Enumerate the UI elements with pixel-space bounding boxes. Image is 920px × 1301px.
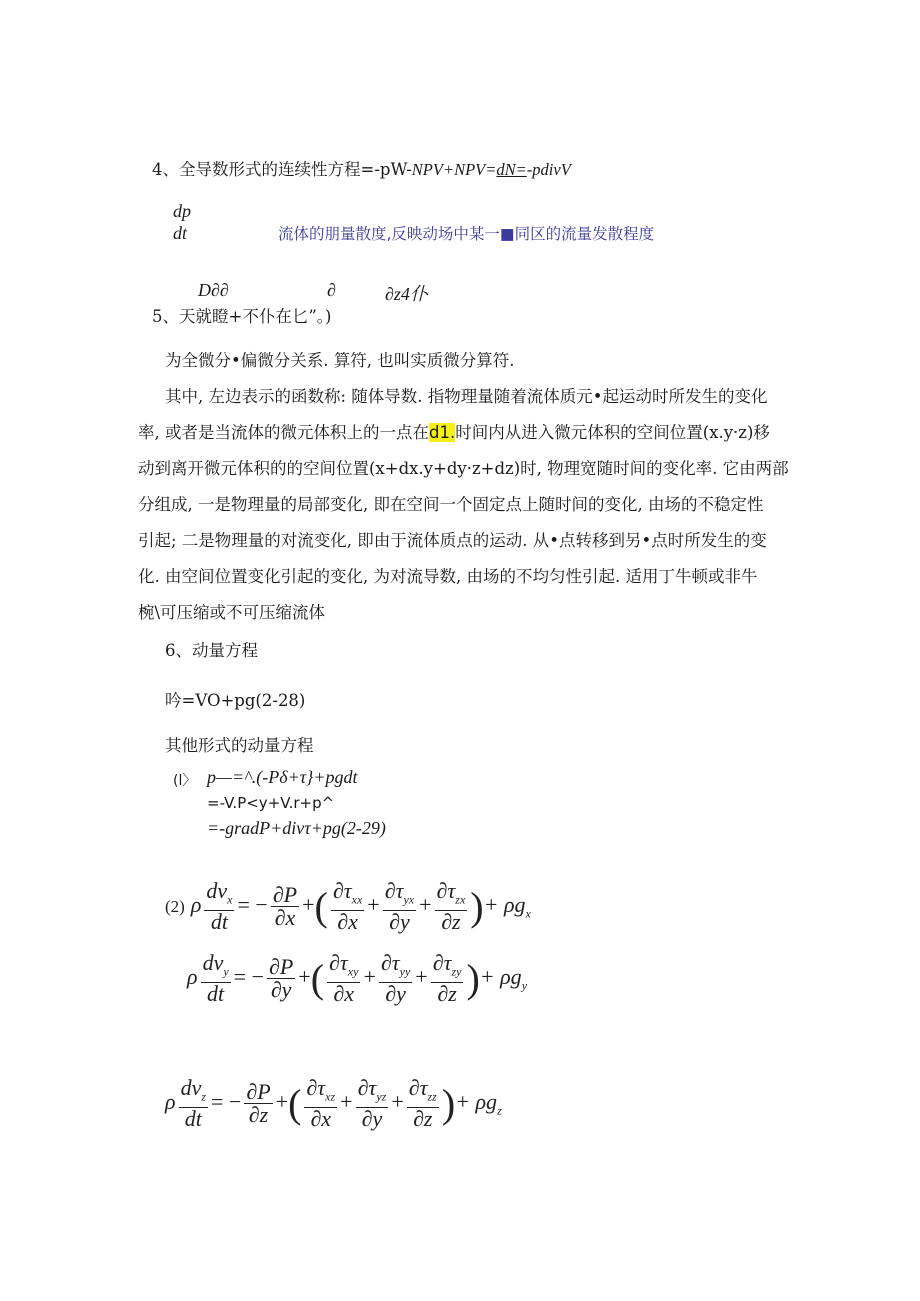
eq-minus-x: = − [237, 891, 268, 917]
highlighted-d1: d1. [429, 423, 456, 442]
dt-bottom: dt [173, 223, 188, 243]
frac-dvz-dt: $\frac{dv_z}{dt}$ [180, 1075, 206, 1132]
paragraph2-line6: 化. 由空间位置变化引起的变化, 为对流导数, 由场的不均匀性引起. 适用丁牛顿或非牛 [138, 567, 758, 586]
item4-formula: NPV+NPV= [411, 160, 497, 179]
rho-z: ρ [165, 1088, 176, 1114]
other-forms-heading: 其他形式的动量方程 [165, 736, 314, 755]
frac-dP-dx: $\frac{\partial P}{\partial x}$ [272, 882, 298, 931]
paragraph2-line4: 分组成, 一是物理量的局部变化, 即在空间一个固定点上随时间的变化, 由场的不稳定性 [138, 495, 764, 514]
frac-dP-dz: $\frac{\partial P}{\partial z}$ [246, 1079, 271, 1128]
equation-2-28: 吟=VO+pg(2-28) [165, 691, 306, 710]
item4-prefix: 4、全导数形式的连续性方程=-pW- [152, 160, 412, 179]
item4-suffix: -pdivV [526, 160, 571, 179]
item4-line [152, 158, 571, 182]
d-symbol-b: ∂ [327, 280, 336, 300]
eq-label-2: (2) [165, 896, 185, 916]
paragraph1: 为全微分•偏微分关系. 算符, 也叫实质微分算符. [165, 351, 515, 370]
frac-dvx-dt: $\frac{dv_x}{dt}$ [206, 878, 233, 935]
frac-dP-dy: $\frac{\partial P}{\partial y}$ [268, 954, 294, 1003]
frac-dvy-dt: $\frac{dv_y}{dt}$ [202, 950, 229, 1007]
paragraph2-line7: 椀\可压缩或不可压缩流体 [138, 603, 326, 622]
rho-x: ρ [190, 891, 202, 917]
d-symbol-a: D∂∂ [198, 280, 229, 300]
paragraph2-line2-after: 时间内从进入微元体积的空间位置(x.y·z)移 [455, 423, 770, 442]
dp-top: dp [173, 201, 191, 221]
eq229-line3: =-gradP+divτ+pg(2-29) [207, 818, 386, 838]
item4-underlined: dN= [496, 160, 527, 179]
dp-dt-fraction [173, 200, 191, 244]
blue-note: 流体的朋量散度,反映动场中某一■同区的流量发散程度 [278, 225, 655, 243]
paragraph2-line3: 动到离开微元体积的的空间位置(x+dx.y+dy·z+dz)时, 物理宽随时间的变化率. 它由两部 [138, 459, 789, 478]
paragraph2-line2 [138, 421, 770, 445]
paragraph2-line2-before: 率, 或者是当流体的微元体积上的一点在 [138, 423, 429, 442]
rho-y: ρ [187, 963, 198, 989]
momentum-eq-z: ρ $\frac{dv_z}{dt}$ = − $\frac{\partial P}{\partial z}$ +( $\frac{\partial\tau_{xz}}{\partial x}$ + $\frac{\partial\tau_{yz}}{\partial y}$ + $\frac{\partial\tau_{zz}}{\partial z}$ )+ $\rho g_z$ [165, 1075, 502, 1132]
item6-heading: 6、动量方程 [165, 641, 258, 660]
d-symbol-c: ∂z4仆 [385, 284, 428, 304]
item5-line: 5、天就瞪+不仆在匕”。) [152, 307, 332, 326]
eq229-line1: p—=^.(-Pδ+τ}+pgdt [207, 767, 358, 787]
momentum-eq-x: (2) ρ $\frac{dv_x}{dt}$ = − $\frac{\partial P}{\partial x}$ +( $\frac{\partial\tau_{xx}}{\partial x}$ + $\frac{\partial\tau_{yx}}{\partial y}$ + $\frac{\partial\tau_{zx}}{\partial z}$ )+ $\rho g_x$ [165, 878, 531, 935]
paragraph2-line5: 引起; 二是物理量的对流变化, 即由于流体质点的运动. 从•点转移到另•点时所发生的变 [138, 531, 767, 550]
paragraph2-line1: 其中, 左边表示的函数称: 随体导数. 指物理量随着流体质元•起运动时所发生的变化 [165, 387, 768, 406]
momentum-eq-y: ρ $\frac{dv_y}{dt}$ = − $\frac{\partial P}{\partial y}$ +( $\frac{\partial\tau_{xy}}{\partial x}$ + $\frac{\partial\tau_{yy}}{\partial y}$ + $\frac{\partial\tau_{zy}}{\partial z}$ )+ $\rho g_y$ [187, 950, 528, 1007]
eq229-line2: =-V.P<y+V.r+p^ [207, 794, 335, 812]
eq229-label: (l〉 [173, 773, 197, 789]
